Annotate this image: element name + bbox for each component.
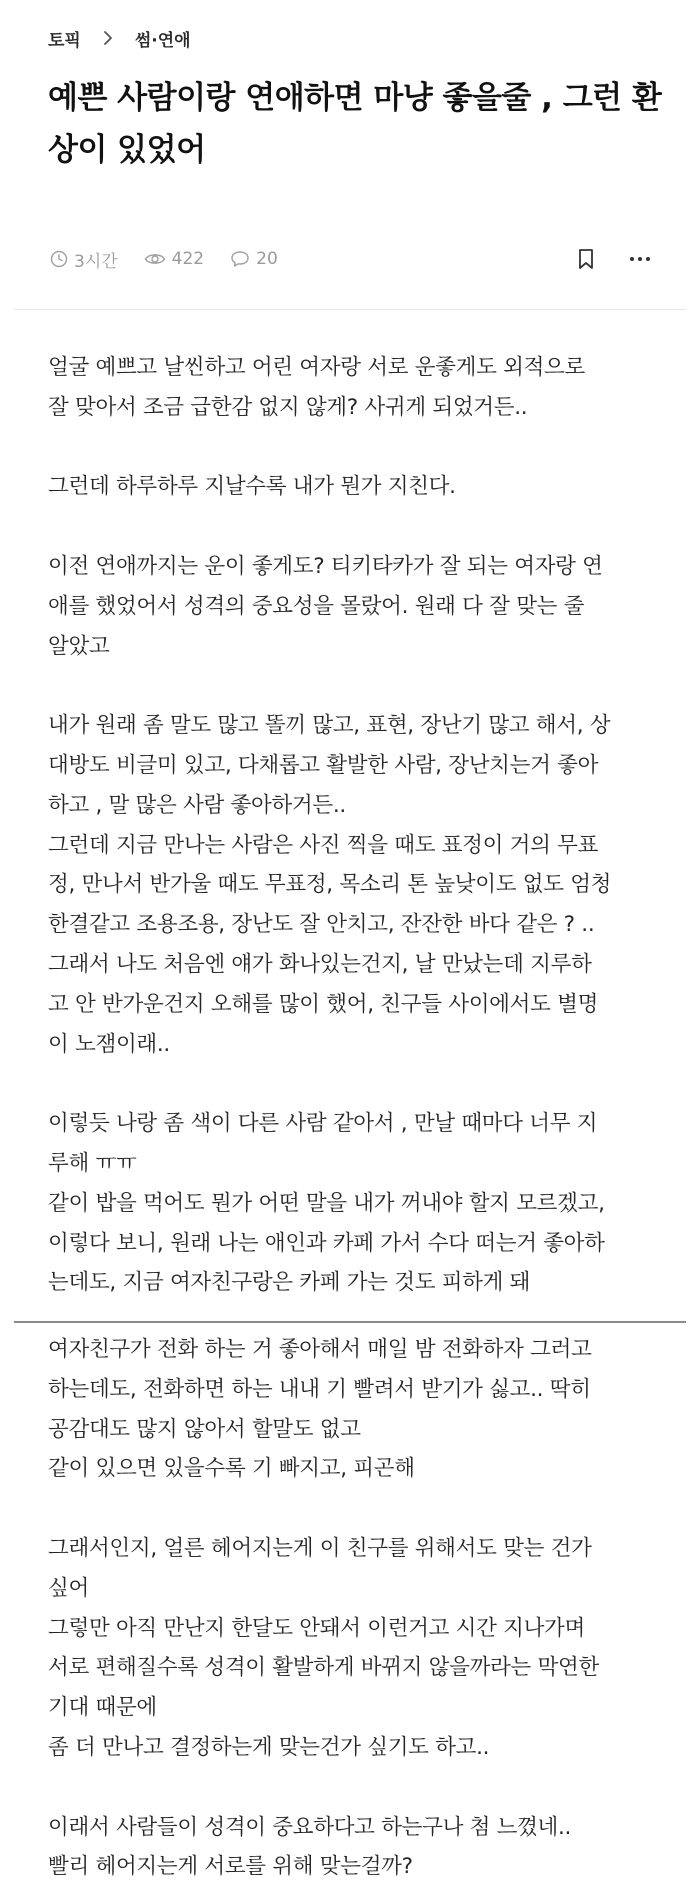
body-line: 애를 했었어서 성격의 중요성을 몰랐어. 원래 다 잘 맞는 줄 [48, 593, 585, 619]
body-line: 이래서 사람들이 성격이 중요하다고 하는구나 첨 느꼈네.. [48, 1814, 572, 1840]
post-views [144, 249, 204, 269]
body-line: 정, 만나서 반가울 때도 무표정, 목소리 톤 높낮이도 없도 엄청 [48, 872, 612, 898]
body-line: 같이 있으면 있을수록 기 빠지고, 피곤해 [48, 1456, 415, 1482]
post-title-line-2: 상이 있었어 [48, 132, 206, 168]
body-line: 기대 때문에 [48, 1695, 157, 1721]
paragraph-gap [48, 428, 670, 468]
paragraph-gap [48, 1768, 670, 1808]
body-line: 서로 편해질수록 성격이 활발하게 바뀌지 않을까라는 막연한 [48, 1655, 599, 1681]
body-line: 이렇듯 나랑 좀 색이 다른 사람 같아서 , 만날 때마다 너무 지 [48, 1111, 598, 1137]
body-line: 같이 밥을 먹어도 뭔가 어떤 말을 내가 꺼내야 할지 모르겠고, [48, 1190, 605, 1216]
body-line: 그렇만 아직 만난지 한달도 안돼서 이런거고 시간 지나가며 [48, 1615, 585, 1641]
post-comments[interactable] [230, 249, 278, 269]
post-time-label: 3시간 [74, 251, 118, 272]
body-line: 여자친구가 전화 하는 거 좋아해서 매일 밤 전화하자 그러고 [48, 1337, 592, 1362]
body-line: 이렇다 보니, 원래 나는 애인과 카페 가서 수다 떠는거 좋아하 [48, 1230, 605, 1256]
post-title [48, 72, 668, 176]
post-actions [546, 245, 654, 273]
body-line: 고 안 반가운건지 오해를 많이 했어, 친구들 사이에서도 별명 [48, 991, 599, 1017]
paragraph-gap [48, 1064, 670, 1104]
body-line: 얼굴 예쁘고 날씬하고 어린 여자랑 서로 운좋게도 외적으로 [48, 355, 585, 380]
body-line: 그런데 지금 만나는 사람은 사진 찍을 때도 표정이 거의 무표 [48, 832, 599, 858]
body-line: 내가 원래 좀 말도 많고 똘끼 많고, 표현, 장난기 많고 해서, 상 [48, 713, 611, 739]
post-views-count: 422 [171, 249, 205, 269]
paragraph-gap [48, 1489, 670, 1529]
body-line: 한결같고 조용조용, 장난도 잘 안치고, 잔잔한 바다 같은 ? .. [48, 912, 595, 938]
post-time [50, 247, 118, 272]
more-button[interactable] [626, 245, 654, 273]
post-meta [50, 244, 304, 274]
body-line: 루해 ㅠㅠ [48, 1150, 137, 1176]
body-line: 잘 맞아서 조금 급한감 없지 않게? 사귀게 되었거든.. [48, 394, 528, 420]
body-line: 이전 연애까지는 운이 좋게도? 티키타카가 잘 되는 여자랑 연 [48, 553, 603, 579]
bookmark-icon [577, 248, 595, 270]
breadcrumb [48, 26, 191, 50]
bookmark-button[interactable] [572, 245, 600, 273]
body-line: 그래서 나도 처음엔 얘가 화나있는건지, 날 만났는데 지루하 [48, 951, 592, 977]
breadcrumb-topic[interactable]: 토픽 [48, 30, 81, 51]
screenshot-seam-divider [14, 1321, 686, 1323]
body-line: 이 노잼이래.. [48, 1031, 170, 1057]
body-line: 하고 , 말 많은 사람 좋아하거든.. [48, 792, 346, 818]
header-divider [14, 309, 686, 310]
eye-icon [144, 250, 166, 268]
more-dots-icon [629, 256, 651, 262]
body-line: 대방도 비글미 있고, 다채롭고 활발한 사람, 장난치는거 좋아 [48, 752, 599, 778]
body-line: 알았고 [48, 633, 110, 659]
body-line: 공감대도 많지 않아서 할말도 없고 [48, 1416, 361, 1442]
body-line: 싶어 [48, 1575, 89, 1601]
clock-icon [50, 250, 68, 268]
body-line: 좀 더 만나고 결정하는게 맞는건가 싶기도 하고.. [48, 1734, 490, 1760]
chevron-right-icon [103, 30, 113, 46]
comment-icon [230, 250, 250, 268]
body-line: 그런데 하루하루 지날수록 내가 뭔가 지친다. [48, 474, 456, 500]
body-line: 하는데도, 전화하면 하는 내내 기 빨려서 받기가 싫고.. 딱히 [48, 1376, 591, 1402]
body-line: 는데도, 지금 여자친구랑은 카페 가는 것도 피하게 돼 [48, 1270, 531, 1296]
post-body-part-1 [48, 348, 670, 1303]
body-line: 빨리 헤어지는게 서로를 위해 맞는걸까? [48, 1854, 413, 1880]
paragraph-gap [48, 507, 670, 547]
body-line: 그래서인지, 얼른 헤어지는게 이 친구를 위해서도 맞는 건가 [48, 1535, 592, 1561]
post-body-part-2 [48, 1330, 670, 1887]
post-title-line-1: 예쁜 사람이랑 연애하면 마냥 좋을줄 , 그런 환 [48, 80, 662, 116]
paragraph-gap [48, 666, 670, 706]
post-comments-count: 20 [256, 249, 278, 269]
breadcrumb-category[interactable]: 썸·연애 [134, 30, 191, 51]
